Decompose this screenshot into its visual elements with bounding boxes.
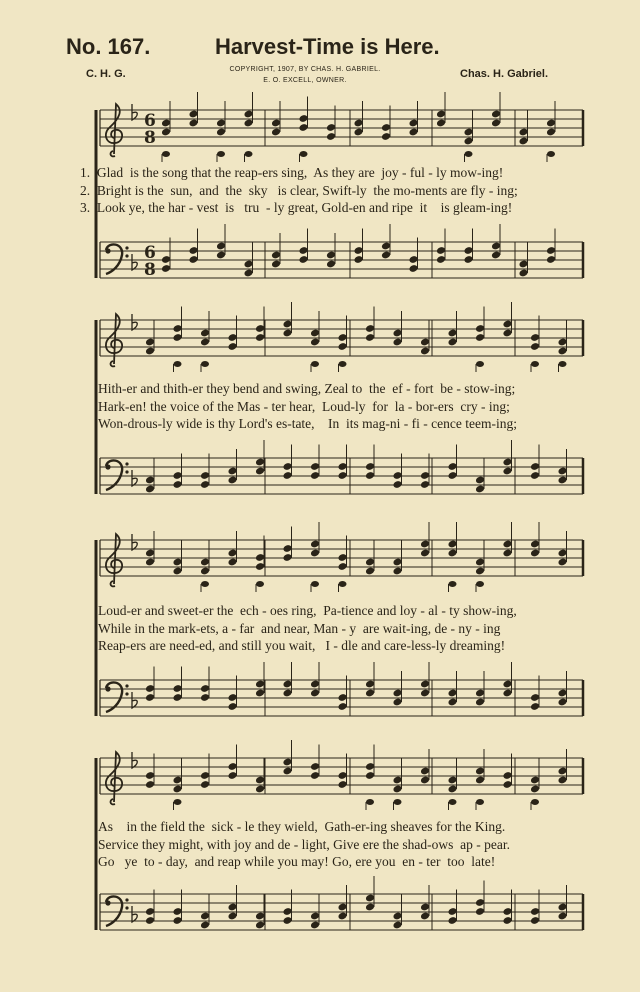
flat-key-signature [132,470,137,486]
lyric-line: As in the field the sick - le they wield, Gath-er-ing sheaves for the King. [98,819,506,834]
bass-clef [105,900,110,905]
note-head [174,799,182,805]
note-head [449,799,457,805]
note-head [531,799,539,805]
note-head [449,581,457,587]
note-head [559,361,567,367]
note-head [256,581,264,587]
time-signature: 8 [144,128,156,148]
note-head [476,799,484,805]
lyricist-credit: C. H. G. [86,68,126,80]
note-head [162,151,170,157]
lyrics-system-2 [98,380,618,433]
bass-clef [105,248,110,253]
note-head [531,361,539,367]
flat-key-signature [132,534,137,550]
note-head [339,581,347,587]
bass-clef [105,464,110,469]
treble-clef [106,314,122,366]
copyright-line: COPYRIGHT, 1907, BY CHAS. H. GABRIEL. [229,66,381,73]
bass-clef [105,686,110,691]
bass-clef [125,684,128,687]
lyric-line: Hark-en! the voice of the Mas - ter hear, Loud-ly for la - bor-ers cry - ing; [98,398,510,414]
flat-key-signature [132,906,137,922]
bass-clef [125,470,128,473]
lyric-line: Go ye to - day, and reap while you may! Go, ere you en - ter too late! [98,854,496,869]
hymn-number: No. 167. [66,34,151,59]
lyric-line: 3. Look ye, the har - vest is tru - ly great, Gold-en and ripe it is gleam-ing! [80,200,513,215]
bass-clef [125,254,128,257]
time-signature: 8 [144,260,156,280]
treble-clef [106,534,122,586]
note-head [476,361,484,367]
note-head [311,361,319,367]
lyric-line: Loud-er and sweet-er the ech - oes ring, Pa-tience and loy - al - ty show-ing, [98,603,517,618]
note-head [476,581,484,587]
flat-key-signature [132,314,137,330]
note-head [394,799,402,805]
note-head [201,361,209,367]
note-head [311,581,319,587]
time-signature: 6 [144,111,156,131]
lyrics-system-4 [98,818,618,871]
bass-clef [125,906,128,909]
flat-key-signature [132,254,137,270]
lyric-line: Service they might, with joy and de - light, Give ere the shad-ows ap - pear. [98,836,511,852]
note-head [339,361,347,367]
lyric-line: Won-drous-ly wide is thy Lord's es-tate, In its mag-ni - fi - cence teem-ing; [98,416,517,431]
flat-key-signature [132,104,137,120]
bass-clef [125,692,128,695]
hymn-title: Harvest-Time is Here. [215,34,440,59]
composer-credit: Chas. H. Gabriel. [460,68,549,80]
note-head [366,799,374,805]
treble-clef [106,752,122,804]
flat-key-signature [132,692,137,708]
owner-line: E. O. EXCELL, OWNER. [263,77,347,84]
note-head [547,151,555,157]
note-head [245,151,253,157]
bass-clef [125,246,128,249]
lyric-line: 2. Bright is the sun, and the sky is clear, Swift-ly the mo-ments are fly - ing; [80,182,518,198]
lyric-line: Hith-er and thith-er they bend and swing, Zeal to the ef - fort be - stow-ing; [98,381,516,396]
bass-clef [125,462,128,465]
bass-clef [125,898,128,901]
lyric-line: Reap-ers are need-ed, and still you wait, I - dle and care-less-ly dreaming! [98,638,506,653]
time-signature: 6 [144,243,156,263]
flat-key-signature [132,752,137,768]
treble-clef [106,104,122,156]
note-head [300,151,308,157]
note-head [201,581,209,587]
note-head [217,151,225,157]
note-head [465,151,473,157]
lyrics-system-3 [98,602,618,655]
lyrics-system-1 [80,164,600,217]
lyric-line: While in the mark-ets, a - far and near, Man - y are wait-ing, de - ny - ing [98,620,501,636]
lyric-line: 1. Glad is the song that the reap-ers sing, As they are joy - ful - ly mow-ing! [80,165,504,180]
note-head [174,361,182,367]
